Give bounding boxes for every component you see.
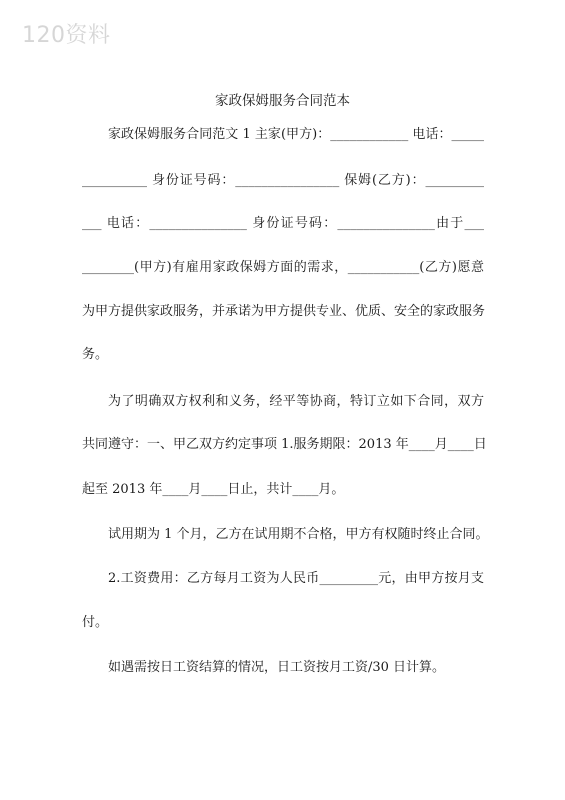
- paragraph-line: __________ 身份证号码：________________ 保姆(乙方)：_________: [82, 173, 484, 188]
- paragraph-line: 如遇需按日工资结算的情况，日工资按月工资/30 日计算。: [108, 660, 446, 675]
- document-title: 家政保姆服务合同范本: [215, 93, 350, 109]
- watermark: 120资料: [22, 23, 111, 48]
- paragraph-line: 共同遵守：一、甲乙双方约定事项 1.服务期限：2013 年____月____日: [82, 437, 487, 452]
- paragraph-line: ___ 电话：_______________ 身份证号码：_______________由于___: [82, 216, 484, 231]
- paragraph-line: 起至 2013 年____月____日止，共计____月。: [82, 482, 345, 497]
- paragraph-line: 试用期为 1 个月，乙方在试用期不合格，甲方有权随时终止合同。: [108, 527, 489, 542]
- paragraph-line: 家政保姆服务合同范文 1 主家(甲方)：____________ 电话：_____: [108, 127, 484, 142]
- paragraph-line: 付。: [82, 615, 109, 630]
- paragraph-line: 务。: [82, 347, 109, 362]
- paragraph-line: 2.工资费用：乙方每月工资为人民币_________元，由甲方按月支: [108, 571, 484, 586]
- paragraph-line: ________(甲方)有雇用家政保姆方面的需求，___________(乙方)愿意: [82, 260, 484, 275]
- paragraph-line: 为了明确双方权利和义务，经平等协商，特订立如下合同，双方: [108, 394, 484, 409]
- paragraph-line: 为甲方提供家政服务，并承诺为甲方提供专业、优质、安全的家政服务: [82, 304, 486, 319]
